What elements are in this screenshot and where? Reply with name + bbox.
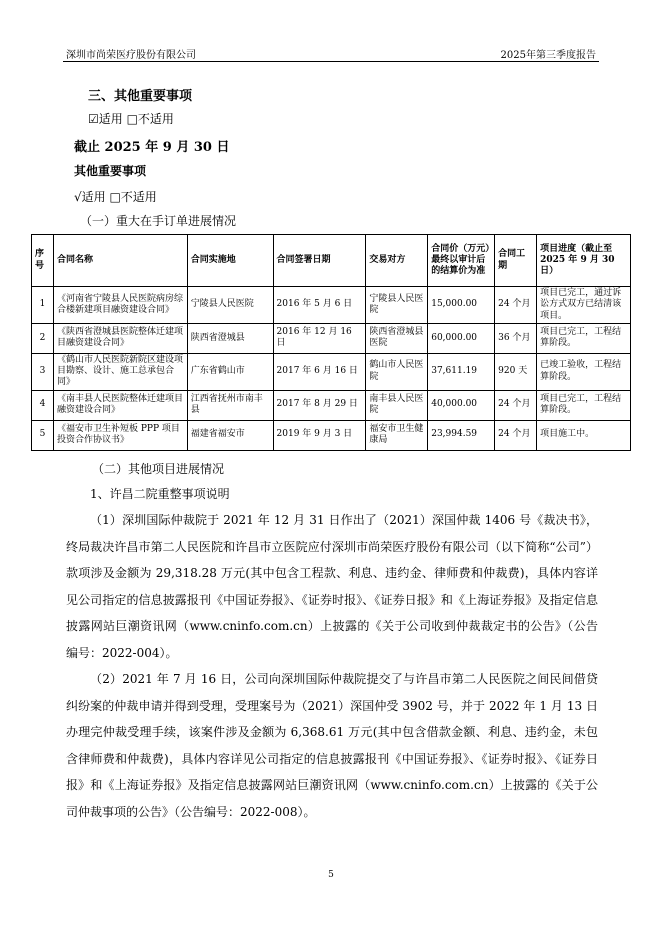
cell-contract-name: 《南丰县人民医院整体迁建项目融资建设合同》 xyxy=(53,390,187,420)
paragraph-arbitration-application: （2）2021 年 7 月 16 日，公司向深圳国际仲裁院提交了与许昌市第二人民医院之间民间借贷纠纷案的仲裁申请并得到受理，受理案号为（2021）深国仲受 3902 号，并于 2022 年 1 月 13 日办理完仲裁受理手续，该案件涉及金额为 6,368.61 万元(其中包含借款金额、利息、违约金，未包含律师费和仲裁费)，具体内容详见公司指定的信息披露报刊《中国证券报》、《证券时报》、《证券日报》和《上海证券报》及指定信息披露网站巨潮资讯网（www.cninfo.com.cn）上披露的《关于公司仲裁事项的公告》（公告编号：2022-008）。 xyxy=(66,672,598,819)
item-xuchang-title: 1、许昌二院重整事项说明 xyxy=(90,487,230,501)
cell-price: 60,000.00 xyxy=(428,323,495,353)
section-title: 三、其他重要事项 xyxy=(88,89,193,104)
applicable-check-line: √适用 □不适用 xyxy=(74,190,157,204)
header-seq: 序号 xyxy=(32,235,54,287)
header-contract-name: 合同名称 xyxy=(53,235,187,287)
cell-location: 福建省福安市 xyxy=(187,420,273,450)
cell-price: 15,000.00 xyxy=(428,287,495,324)
header-progress: 项目进度（截止至 2025 年 9 月 30 日） xyxy=(537,235,631,287)
cell-seq: 1 xyxy=(32,287,54,324)
cell-counterparty: 宁陵县人民医院 xyxy=(366,287,428,324)
cell-seq: 5 xyxy=(32,420,54,450)
cell-progress: 项目已完工，工程结算阶段。 xyxy=(537,390,631,420)
cell-progress: 项目已完工，工程结算阶段。 xyxy=(537,323,631,353)
header-location: 合同实施地 xyxy=(187,235,273,287)
subsection-major-orders: （一）重大在手订单进展情况 xyxy=(80,214,237,228)
cell-sign-date: 2019 年 9 月 3 日 xyxy=(273,420,366,450)
cell-price: 23,994.59 xyxy=(428,420,495,450)
cell-progress: 项目施工中。 xyxy=(537,420,631,450)
cell-seq: 2 xyxy=(32,323,54,353)
cell-counterparty: 陕西省澄城县医院 xyxy=(366,323,428,353)
page-number: 5 xyxy=(328,870,334,880)
table-row xyxy=(32,323,631,353)
cell-location: 陕西省澄城县 xyxy=(187,323,273,353)
header-divider xyxy=(63,61,599,62)
header-company: 深圳市尚荣医疗股份有限公司 xyxy=(66,50,196,61)
cell-contract-name: 《福安市卫生补短板 PPP 项目投资合作协议书》 xyxy=(53,420,187,450)
cell-location: 江西省抚州市南丰县 xyxy=(187,390,273,420)
cell-seq: 3 xyxy=(32,353,54,390)
date-heading: 截止 2025 年 9 月 30 日 xyxy=(74,140,230,155)
cell-contract-name: 《陕西省澄城县医院整体迁建项目融资建设合同》 xyxy=(53,323,187,353)
table-row xyxy=(32,420,631,450)
header-sign-date: 合同签署日期 xyxy=(273,235,366,287)
table-row xyxy=(32,390,631,420)
cell-counterparty: 福安市卫生健康局 xyxy=(366,420,428,450)
cell-period: 24 个月 xyxy=(495,390,537,420)
cell-contract-name: 《鹤山市人民医院新院区建设项目勘察、设计、施工总承包合同》 xyxy=(53,353,187,390)
header-counterparty: 交易对方 xyxy=(366,235,428,287)
contracts-table xyxy=(31,234,631,451)
cell-period: 24 个月 xyxy=(495,420,537,450)
cell-location: 宁陵县人民医院 xyxy=(187,287,273,324)
cell-progress: 项目已完工，通过诉讼方式双方已结清该项目。 xyxy=(537,287,631,324)
cell-progress: 已竣工验收，工程结算阶段。 xyxy=(537,353,631,390)
cell-location: 广东省鹤山市 xyxy=(187,353,273,390)
subsection-other-projects: （二）其他项目进展情况 xyxy=(92,462,225,476)
cell-seq: 4 xyxy=(32,390,54,420)
paragraph-arbitration-award: （1）深圳国际仲裁院于 2021 年 12 月 31 日作出了（2021）深国仲裁 1406 号《裁决书》，终局裁决许昌市第二人民医院和许昌市立医院应付深圳市尚荣医疗股份有限公司（以下简称“公司”）款项涉及金额为 29,318.28 万元(其中包含工程款、利息、违约金、律师费和仲裁费)，具体内容详见公司指定的信息披露报刊《中国证券报》、《证券时报》、《证券日报》和《上海证券报》及指定信息披露网站巨潮资讯网（www.cninfo.com.cn）上披露的《关于公司收到仲裁裁定书的公告》（公告编号：2022-004）。 xyxy=(66,513,598,660)
cell-counterparty: 鹤山市人民医院 xyxy=(366,353,428,390)
cell-contract-name: 《河南省宁陵县人民医院病房综合楼新建项目融资建设合同》 xyxy=(53,287,187,324)
cell-period: 920 天 xyxy=(495,353,537,390)
cell-counterparty: 南丰县人民医院 xyxy=(366,390,428,420)
cell-sign-date: 2017 年 6 月 16 日 xyxy=(273,353,366,390)
cell-price: 40,000.00 xyxy=(428,390,495,420)
applicable-checkbox-line: ☑适用 □不适用 xyxy=(88,112,174,126)
table-row xyxy=(32,353,631,390)
header-period: 合同工期 xyxy=(495,235,537,287)
cell-sign-date: 2017 年 8 月 29 日 xyxy=(273,390,366,420)
cell-period: 24 个月 xyxy=(495,287,537,324)
cell-period: 36 个月 xyxy=(495,323,537,353)
table-row xyxy=(32,287,631,324)
other-matters-heading: 其他重要事项 xyxy=(74,164,147,178)
cell-sign-date: 2016 年 12 月 16 日 xyxy=(273,323,366,353)
cell-price: 37,611.19 xyxy=(428,353,495,390)
header-price: 合同价（万元）最终以审计后的结算价为准 xyxy=(428,235,495,287)
header-report-title: 2025年第三季度报告 xyxy=(500,50,596,61)
table-header-row xyxy=(32,235,631,287)
cell-sign-date: 2016 年 5 月 6 日 xyxy=(273,287,366,324)
